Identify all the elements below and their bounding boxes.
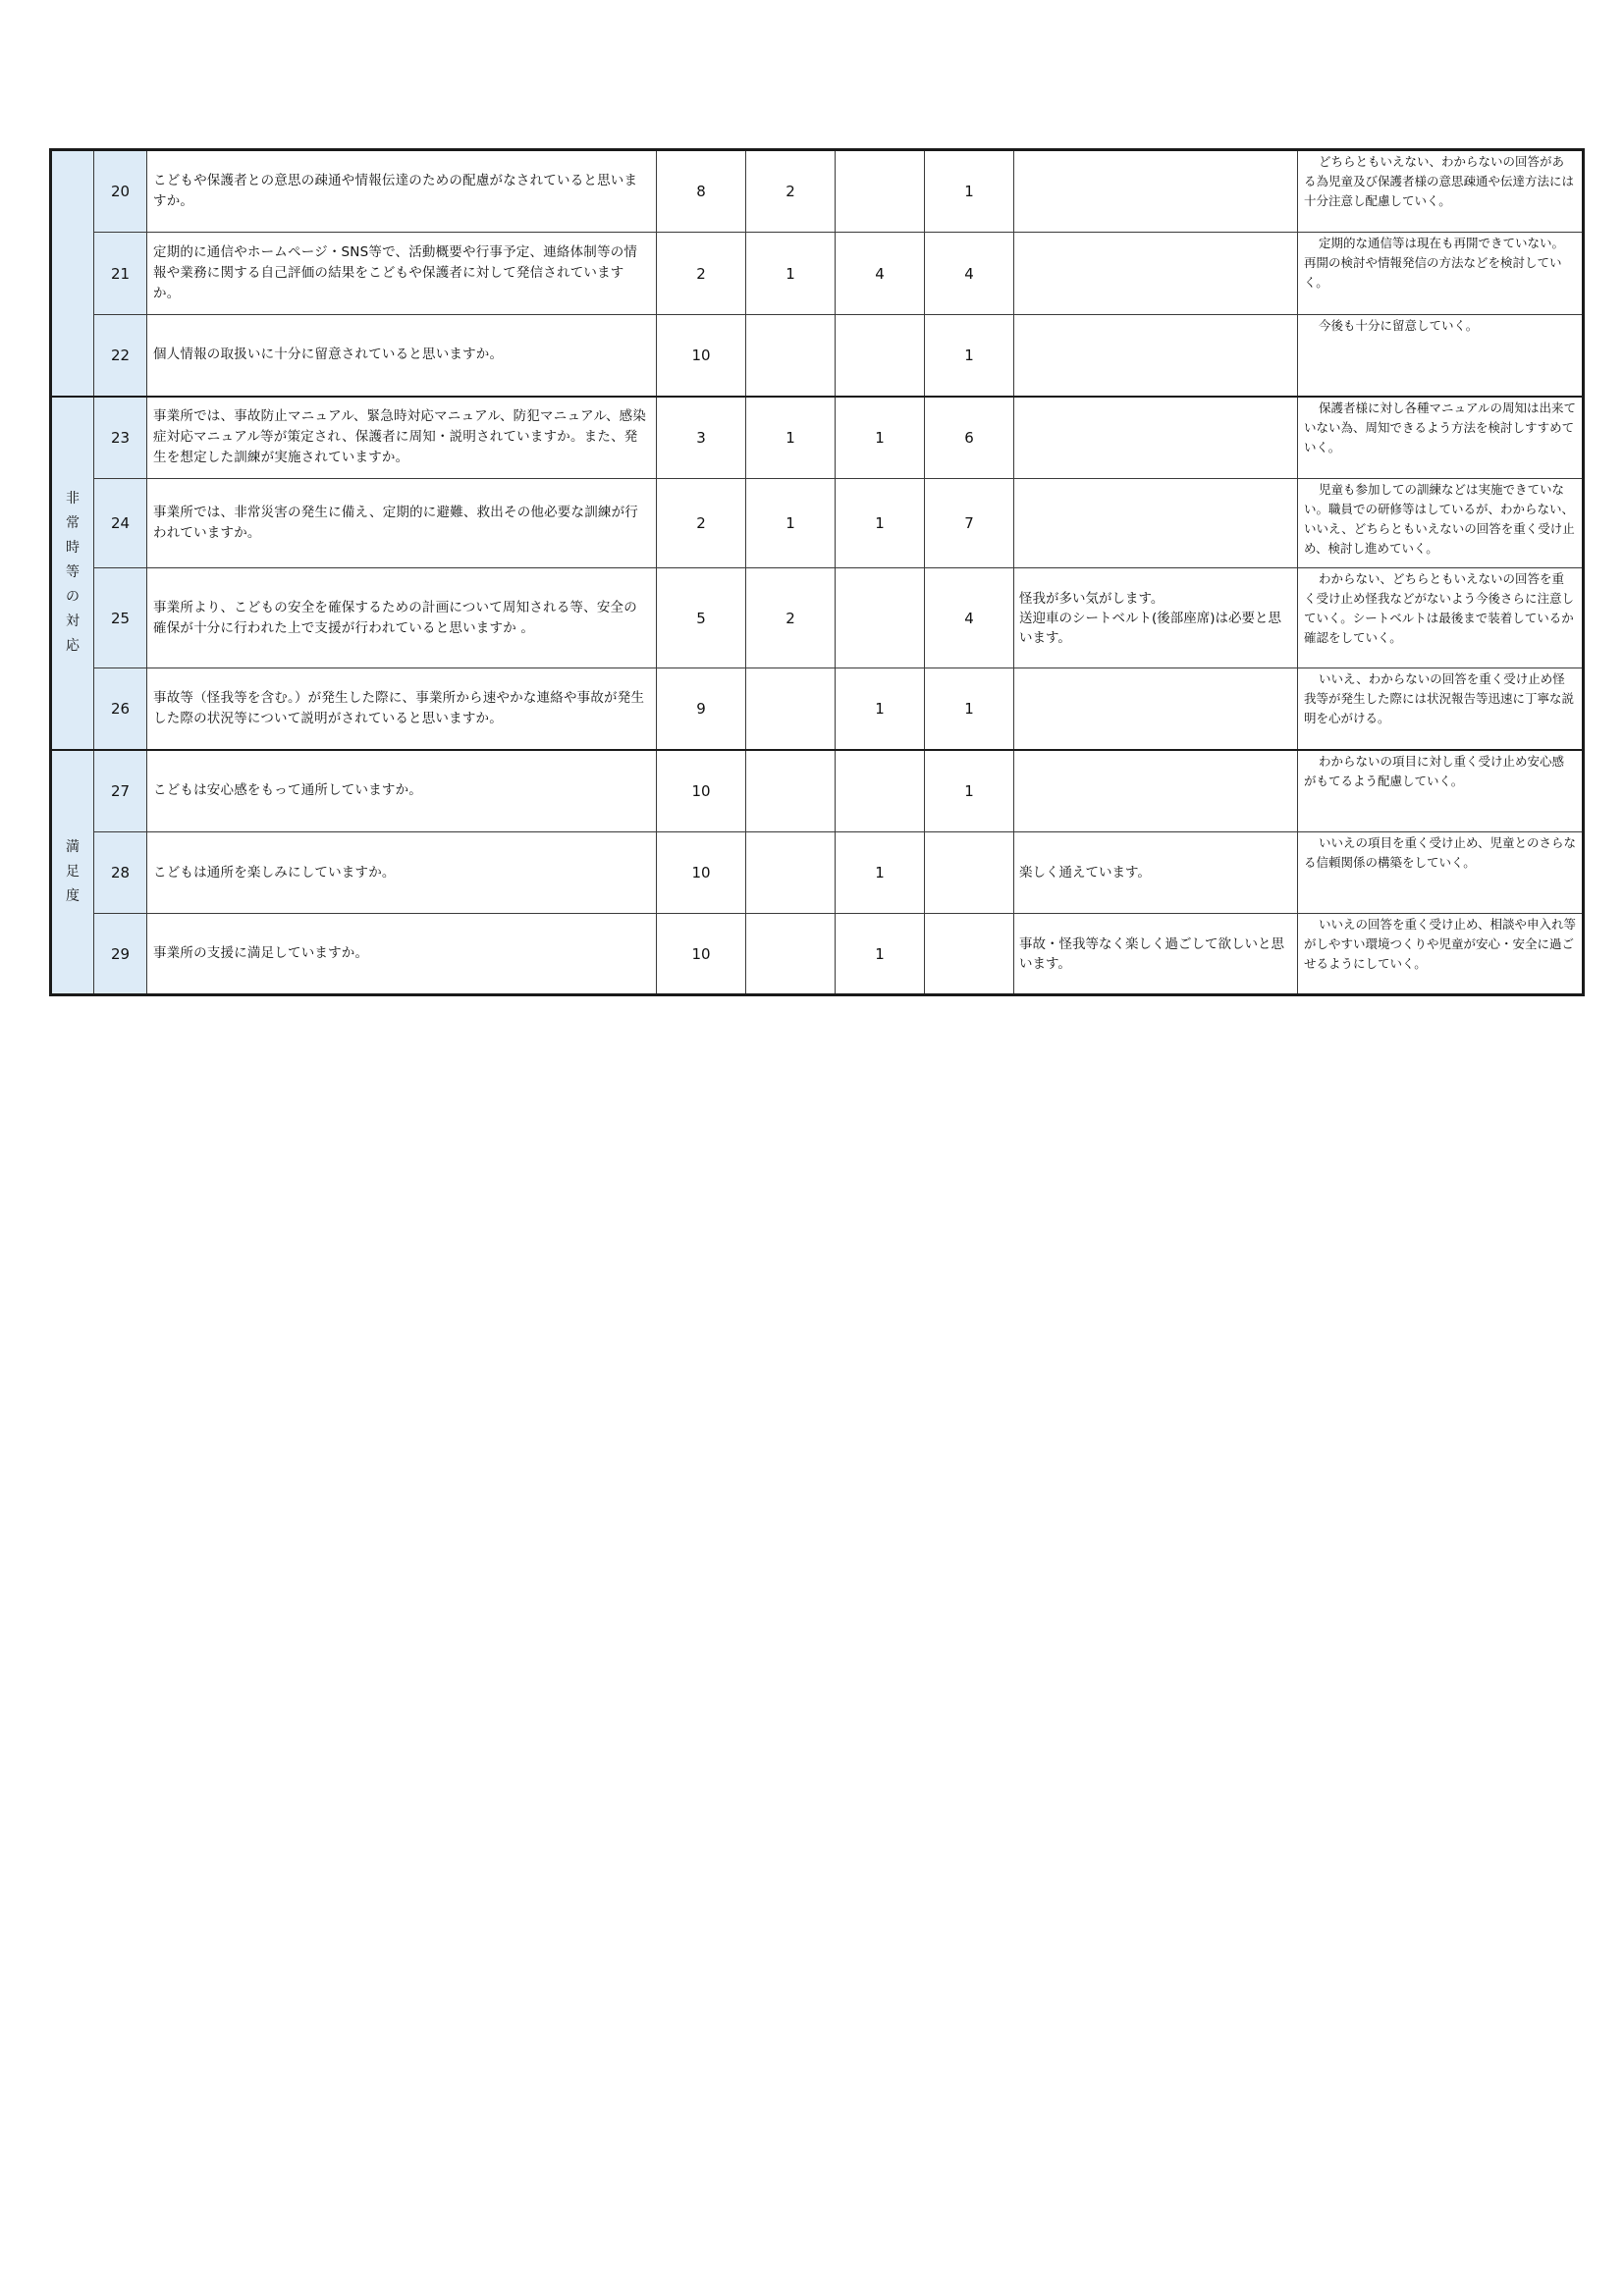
count-unknown: 1 bbox=[925, 750, 1014, 832]
guardian-opinion: 事故・怪我等なく楽しく過ごして欲しいと思います。 bbox=[1014, 914, 1298, 995]
count-neutral: 1 bbox=[746, 397, 836, 479]
count-yes: 2 bbox=[657, 233, 746, 315]
facility-response bbox=[1298, 668, 1584, 750]
guardian-opinion bbox=[1014, 479, 1298, 568]
question-text: 事業所では、事故防止マニュアル、緊急時対応マニュアル、防犯マニュアル、感染症対応マニュアル等が策定され、保護者に周知・説明されていますか。また、発生を想定した訓練が実施されていますか。 bbox=[147, 397, 657, 479]
guardian-opinion bbox=[1014, 315, 1298, 397]
guardian-opinion bbox=[1014, 750, 1298, 832]
facility-response bbox=[1298, 832, 1584, 914]
question-number: 20 bbox=[94, 150, 147, 233]
count-no: 1 bbox=[836, 397, 925, 479]
question-text: こどもや保護者との意思の疎通や情報伝達のための配慮がなされていると思いますか。 bbox=[147, 150, 657, 233]
facility-response bbox=[1298, 750, 1584, 832]
question-text: 定期的に通信やホームページ・SNS等で、活動概要や行事予定、連絡体制等の情報や業務に関する自己評価の結果をこどもや保護者に対して発信されていますか。 bbox=[147, 233, 657, 315]
question-number: 25 bbox=[94, 568, 147, 668]
facility-response-text: いいえ、わからないの回答を重く受け止め怪我等が発生した際には状況報告等迅速に丁寧な説明を心がける。 bbox=[1304, 671, 1575, 725]
count-neutral: 1 bbox=[746, 233, 836, 315]
category-label: 非常時等の対応 bbox=[66, 491, 80, 654]
question-text: 事業所より、こどもの安全を確保するための計画について周知される等、安全の確保が十分に行われた上で支援が行われていると思いますか 。 bbox=[147, 568, 657, 668]
facility-response-text: 児童も参加しての訓練などは実施できていない。職員での研修等はしているが、わからない、いいえ、どちらともいえないの回答を重く受け止め、検討し進めていく。 bbox=[1304, 482, 1575, 556]
guardian-opinion bbox=[1014, 397, 1298, 479]
count-yes: 10 bbox=[657, 750, 746, 832]
category-label: 満足度 bbox=[66, 838, 80, 904]
guardian-opinion: 楽しく通えています。 bbox=[1014, 832, 1298, 914]
count-unknown: 4 bbox=[925, 233, 1014, 315]
question-number: 27 bbox=[94, 750, 147, 832]
count-unknown: 1 bbox=[925, 315, 1014, 397]
table-row bbox=[51, 479, 1584, 568]
question-number: 22 bbox=[94, 315, 147, 397]
count-no bbox=[836, 750, 925, 832]
question-number: 26 bbox=[94, 668, 147, 750]
facility-response bbox=[1298, 568, 1584, 668]
facility-response-text: いいえの回答を重く受け止め、相談や申入れ等がしやすい環境つくりや児童が安心・安全に過ごせるようにしていく。 bbox=[1304, 917, 1577, 971]
count-no: 4 bbox=[836, 233, 925, 315]
facility-response-text: いいえの項目を重く受け止め、児童とのさらなる信頼関係の構築をしていく。 bbox=[1304, 835, 1577, 870]
count-neutral: 2 bbox=[746, 568, 836, 668]
question-number: 23 bbox=[94, 397, 147, 479]
count-yes: 10 bbox=[657, 315, 746, 397]
count-yes: 8 bbox=[657, 150, 746, 233]
count-yes: 9 bbox=[657, 668, 746, 750]
category-cell bbox=[51, 397, 94, 750]
evaluation-table bbox=[49, 148, 1585, 996]
count-yes: 10 bbox=[657, 832, 746, 914]
count-no bbox=[836, 568, 925, 668]
count-no: 1 bbox=[836, 914, 925, 995]
count-unknown: 1 bbox=[925, 668, 1014, 750]
count-no: 1 bbox=[836, 832, 925, 914]
count-unknown bbox=[925, 914, 1014, 995]
facility-response-text: 保護者様に対し各種マニュアルの周知は出来ていない為、周知できるよう方法を検討しすすめていく。 bbox=[1304, 400, 1577, 454]
count-neutral bbox=[746, 832, 836, 914]
guardian-opinion bbox=[1014, 668, 1298, 750]
guardian-opinion bbox=[1014, 233, 1298, 315]
table-row bbox=[51, 832, 1584, 914]
count-no: 1 bbox=[836, 479, 925, 568]
count-unknown bbox=[925, 832, 1014, 914]
question-number: 29 bbox=[94, 914, 147, 995]
table-row bbox=[51, 914, 1584, 995]
count-neutral bbox=[746, 315, 836, 397]
category-cell bbox=[51, 750, 94, 995]
count-unknown: 6 bbox=[925, 397, 1014, 479]
count-unknown: 1 bbox=[925, 150, 1014, 233]
count-unknown: 4 bbox=[925, 568, 1014, 668]
count-yes: 5 bbox=[657, 568, 746, 668]
count-neutral bbox=[746, 750, 836, 832]
question-text: 事業所では、非常災害の発生に備え、定期的に避難、救出その他必要な訓練が行われていますか。 bbox=[147, 479, 657, 568]
facility-response bbox=[1298, 150, 1584, 233]
count-unknown: 7 bbox=[925, 479, 1014, 568]
count-neutral bbox=[746, 914, 836, 995]
table-row bbox=[51, 150, 1584, 233]
facility-response bbox=[1298, 315, 1584, 397]
count-neutral: 2 bbox=[746, 150, 836, 233]
facility-response bbox=[1298, 914, 1584, 995]
question-number: 21 bbox=[94, 233, 147, 315]
facility-response-text: 今後も十分に留意していく。 bbox=[1319, 318, 1479, 333]
question-number: 24 bbox=[94, 479, 147, 568]
count-yes: 10 bbox=[657, 914, 746, 995]
table-row bbox=[51, 750, 1584, 832]
count-neutral: 1 bbox=[746, 479, 836, 568]
table-row bbox=[51, 668, 1584, 750]
table-row bbox=[51, 233, 1584, 315]
facility-response-text: わからない、どちらともいえないの回答を重く受け止め怪我などがないよう今後さらに注意していく。シートベルトは最後まで装着しているか確認をしていく。 bbox=[1304, 571, 1575, 645]
count-no: 1 bbox=[836, 668, 925, 750]
facility-response-text: 定期的な通信等は現在も再開できていない。再開の検討や情報発信の方法などを検討していく。 bbox=[1304, 236, 1565, 290]
count-no bbox=[836, 315, 925, 397]
facility-response bbox=[1298, 479, 1584, 568]
question-text: 個人情報の取扱いに十分に留意されていると思いますか。 bbox=[147, 315, 657, 397]
count-no bbox=[836, 150, 925, 233]
facility-response-text: どちらともいえない、わからないの回答がある為児童及び保護者様の意思疎通や伝達方法には十分注意し配慮していく。 bbox=[1304, 154, 1575, 208]
guardian-opinion: 怪我が多い気がします。 送迎車のシートベルト(後部座席)は必要と思います。 bbox=[1014, 568, 1298, 668]
facility-response-text: わからないの項目に対し重く受け止め安心感がもてるよう配慮していく。 bbox=[1304, 753, 1565, 788]
facility-response bbox=[1298, 233, 1584, 315]
table-row bbox=[51, 397, 1584, 479]
question-text: 事故等（怪我等を含む。）が発生した際に、事業所から速やかな連絡や事故が発生した際の状況等について説明がされていると思いますか。 bbox=[147, 668, 657, 750]
count-neutral bbox=[746, 668, 836, 750]
question-text: 事業所の支援に満足していますか。 bbox=[147, 914, 657, 995]
guardian-opinion bbox=[1014, 150, 1298, 233]
category-cell bbox=[51, 150, 94, 397]
count-yes: 3 bbox=[657, 397, 746, 479]
question-text: こどもは安心感をもって通所していますか。 bbox=[147, 750, 657, 832]
table-row bbox=[51, 315, 1584, 397]
facility-response bbox=[1298, 397, 1584, 479]
question-number: 28 bbox=[94, 832, 147, 914]
table-row bbox=[51, 568, 1584, 668]
count-yes: 2 bbox=[657, 479, 746, 568]
question-text: こどもは通所を楽しみにしていますか。 bbox=[147, 832, 657, 914]
